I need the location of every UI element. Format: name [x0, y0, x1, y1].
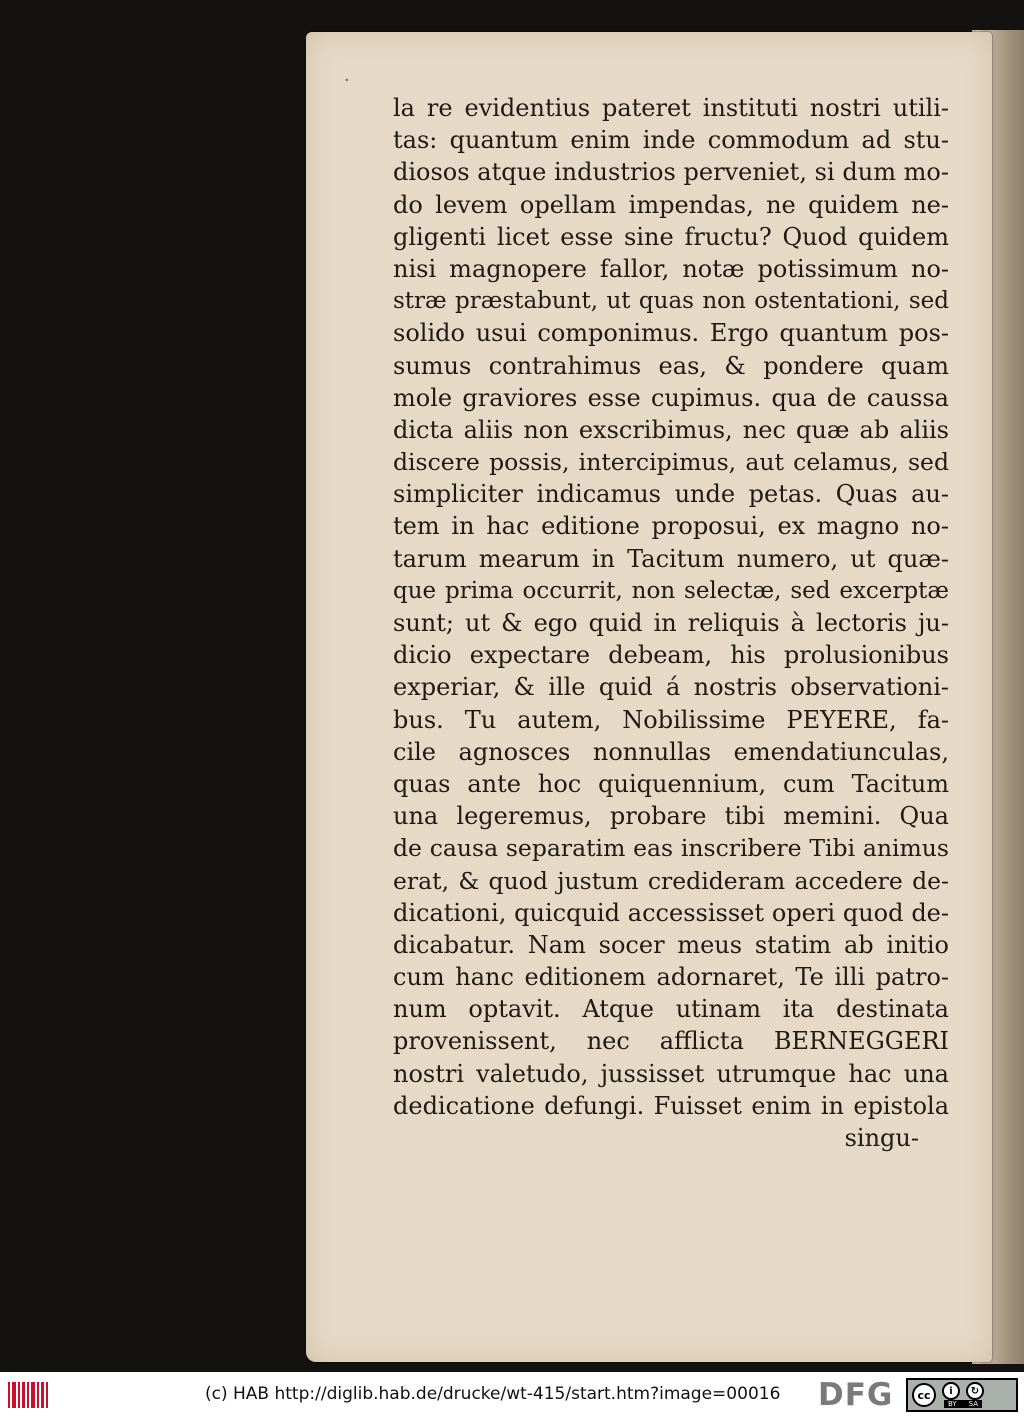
text-line: tarum mearum in Tacitum numero, ut quæ-	[393, 544, 949, 573]
sa-label: SA	[968, 1400, 979, 1408]
text-line: cum hanc editionem adornaret, Te illi patro-	[393, 963, 949, 992]
text-line: una legeremus, probare tibi memini. Qua	[393, 802, 949, 831]
cc-icon: cc	[912, 1383, 936, 1407]
text-line: simpliciter indicamus unde petas. Quas au-	[393, 480, 949, 509]
attribution-icon: i	[942, 1382, 960, 1400]
viewer-footer	[0, 1372, 1024, 1418]
text-line: mole graviores esse cupimus. qua de caussa	[393, 383, 949, 412]
page-text	[393, 92, 949, 1154]
text-line: tas: quantum enim inde commodum ad stu-	[393, 126, 949, 155]
text-line: de causa separatim eas inscribere Tibi animus	[393, 834, 949, 863]
text-line: gligenti licet esse sine fructu? Quod quidem	[393, 222, 949, 251]
text-line: que prima occurrit, non selectæ, sed excerptæ	[393, 577, 949, 604]
text-line: erat, & quod justum credideram accedere de-	[393, 866, 949, 895]
text-line: dicta aliis non exscribimus, nec quæ ab aliis	[393, 415, 949, 444]
text-line: experiar, & ille quid á nostris observationi-	[393, 673, 949, 702]
text-line: solido usui componimus. Ergo quantum pos-	[393, 319, 949, 348]
text-line: la re evidentius pateret instituti nostri utili-	[393, 94, 949, 122]
text-line: provenissent, nec afflicta BERNEGGERI	[393, 1027, 949, 1056]
text-line: cile agnosces nonnullas emendatiunculas,	[393, 737, 949, 766]
dfg-logo[interactable]: DFG	[818, 1377, 894, 1413]
text-line: nisi magnopere fallor, notæ potissimum no-	[393, 254, 949, 283]
citation-link[interactable]: (c) HAB http://diglib.hab.de/drucke/wt-415/start.htm?image=00016	[205, 1384, 781, 1404]
catchword: singu-	[844, 1124, 919, 1152]
text-line: dicabatur. Nam socer meus statim ab initio	[393, 930, 949, 959]
text-line: stræ præstabunt, ut quas non ostentationi, sed	[393, 288, 949, 315]
text-line: dicationi, quicquid accessisset operi quod de-	[393, 898, 949, 927]
text-line: bus. Tu autem, Nobilissime PEYERE, fa-	[393, 705, 949, 734]
share-alike-icon: ↻	[966, 1382, 984, 1400]
text-line: do levem opellam impendas, ne quidem ne-	[393, 190, 949, 219]
text-line: sumus contrahimus eas, & pondere quam	[393, 351, 949, 380]
text-line: sunt; ut & ego quid in reliquis à lectoris ju-	[393, 609, 949, 637]
text-line: dicio expectare debeam, his prolusionibus	[393, 641, 949, 670]
text-line: tem in hac editione proposui, ex magno no-	[393, 512, 949, 541]
text-line: dedicatione defungi. Fuisset enim in epistola	[393, 1091, 949, 1120]
text-line: num optavit. Atque utinam ita destinata	[393, 995, 949, 1024]
text-line: diosos atque industrios perveniet, si dum mo-	[393, 158, 949, 187]
text-line: quas ante hoc quiquennium, cum Tacitum	[393, 769, 949, 798]
cc-license-badge[interactable]	[906, 1378, 1018, 1412]
text-line: discere possis, intercipimus, aut celamus, sed	[393, 448, 949, 477]
text-line: nostri valetudo, jussisset utrumque hac una	[393, 1059, 949, 1088]
hab-barcode-icon[interactable]	[8, 1382, 48, 1408]
margin-mark: ·	[344, 70, 350, 91]
by-label: BY	[947, 1400, 957, 1408]
